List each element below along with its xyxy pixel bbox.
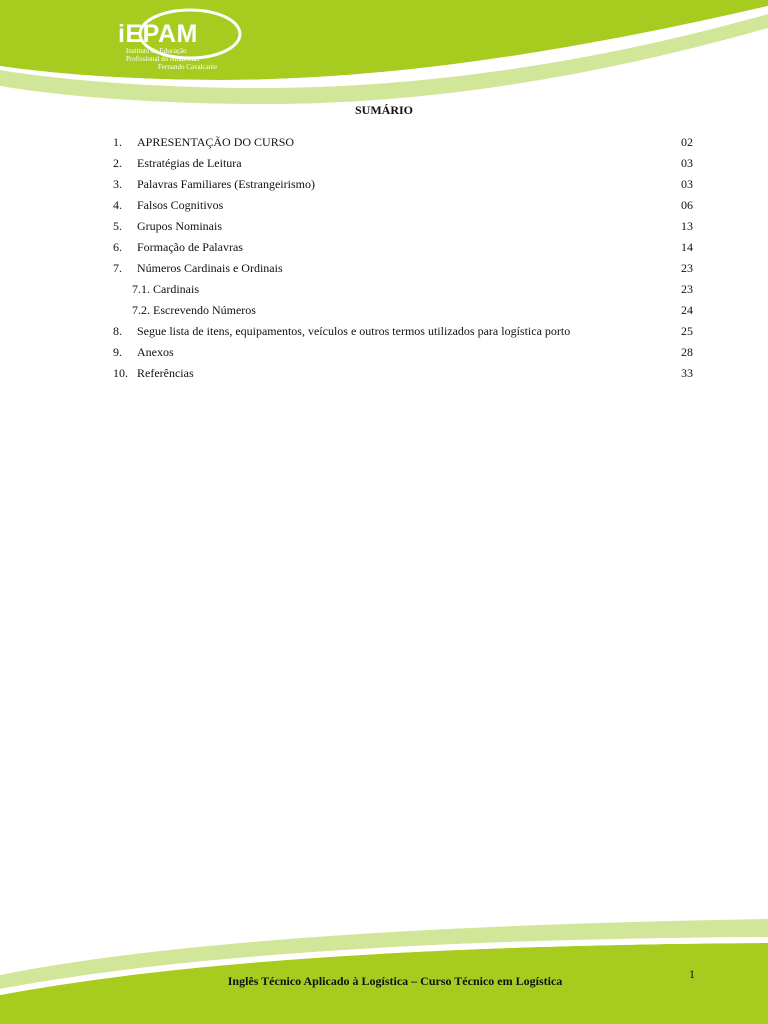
logo-tagline-3: Fernando Cavalcante [158, 63, 218, 71]
toc-entry [113, 342, 693, 363]
toc-entry-number: 10. [113, 366, 128, 380]
page-number: 1 [689, 967, 695, 981]
toc-entry-number: 2. [113, 156, 122, 170]
toc-subentry [113, 279, 693, 300]
toc-entry-label: 7.2. Escrevendo Números [132, 303, 256, 317]
toc-entry-page: 14 [681, 240, 693, 254]
toc-entry-number: 5. [113, 219, 122, 233]
toc-entry-page: 06 [681, 198, 693, 212]
footer-wave-banner [0, 915, 768, 1024]
toc-entry-page: 03 [681, 156, 693, 170]
toc-entry-label: Formação de Palavras [137, 240, 243, 254]
toc-entry-page: 33 [681, 366, 693, 380]
toc-entry [113, 174, 693, 195]
toc-entry-label: Segue lista de itens, equipamentos, veículos e outros termos utilizados para logística porto [137, 324, 571, 338]
toc-entry [113, 195, 693, 216]
toc-entry-page: 23 [681, 282, 693, 296]
toc-entry-page: 25 [681, 324, 693, 338]
footer-course-title: Inglês Técnico Aplicado à Logística – Curso Técnico em Logística [227, 974, 563, 988]
toc-entry-label: Palavras Familiares (Estrangeirismo) [137, 177, 315, 191]
toc-entry-label: Referências [137, 366, 194, 380]
toc-entry [113, 237, 693, 258]
toc-entry-label: Estratégias de Leitura [137, 156, 242, 170]
toc-entry-number: 4. [113, 198, 122, 212]
toc-entry-page: 03 [681, 177, 693, 191]
toc-entry [113, 216, 693, 237]
toc-entry [113, 321, 693, 342]
toc-entry-number: 9. [113, 345, 122, 359]
toc-entry-number: 7. [113, 261, 122, 275]
toc-entry [113, 258, 693, 279]
toc-entry-page: 02 [681, 135, 693, 149]
toc-entry-page: 13 [681, 219, 693, 233]
toc-entry-number: 1. [113, 135, 122, 149]
toc-entry-label: Falsos Cognitivos [137, 198, 224, 212]
toc-entry-label: 7.1. Cardinais [132, 282, 199, 296]
toc-entry-number: 6. [113, 240, 122, 254]
logo-tagline-1: Instituto de Educação [126, 47, 187, 55]
toc-entry-label: APRESENTAÇÃO DO CURSO [137, 135, 295, 149]
toc-entry [113, 363, 693, 384]
toc-entry-page: 28 [681, 345, 693, 359]
toc-entry [113, 132, 693, 153]
toc-entry-page: 23 [681, 261, 693, 275]
toc-entry [113, 153, 693, 174]
toc-entry-page: 24 [681, 303, 693, 317]
header-wave-banner [0, 0, 768, 115]
toc-entry-number: 8. [113, 324, 122, 338]
table-of-contents [113, 132, 693, 384]
iepam-logo [118, 14, 248, 72]
toc-subentry [113, 300, 693, 321]
toc-entry-label: Anexos [137, 345, 174, 359]
toc-entry-label: Grupos Nominais [137, 219, 222, 233]
logo-tagline-2: Profissional do Amazonas [126, 55, 200, 63]
logo-wordmark: iEPAM [118, 20, 198, 48]
toc-title: SUMÁRIO [354, 103, 413, 117]
toc-entry-label: Números Cardinais e Ordinais [137, 261, 283, 275]
toc-entry-number: 3. [113, 177, 122, 191]
